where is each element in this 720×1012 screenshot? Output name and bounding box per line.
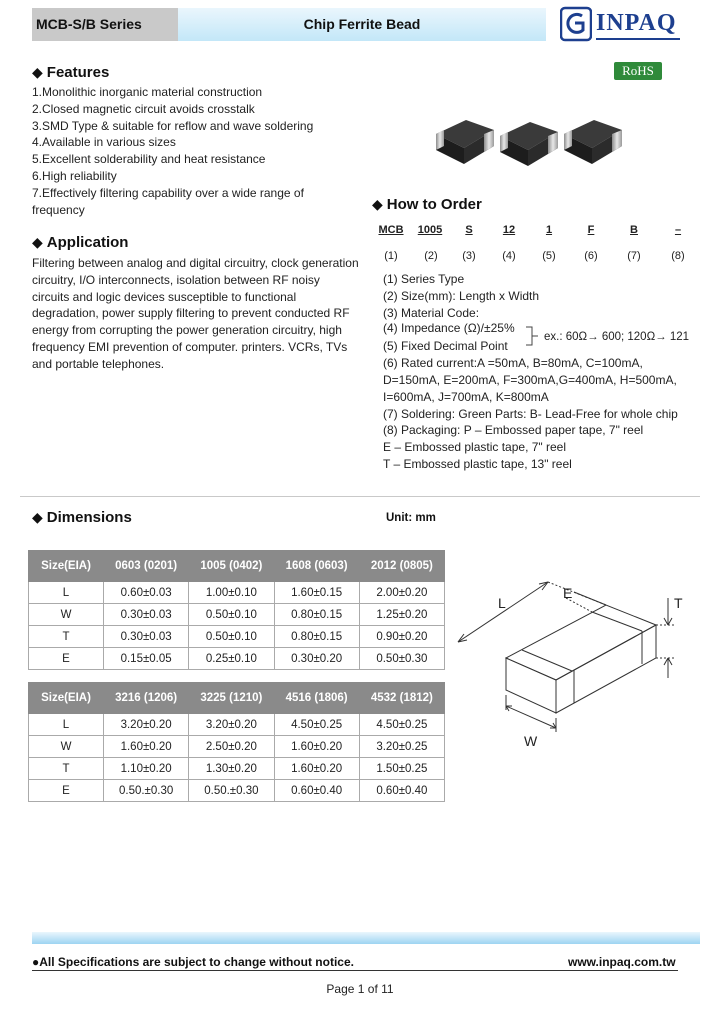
chip-front-face xyxy=(506,658,556,713)
table-header-row xyxy=(29,551,445,582)
dimensions-title: Dimensions xyxy=(46,509,132,526)
table-header: 2012 (0805) xyxy=(359,551,444,582)
table-cell: 2.00±0.20 xyxy=(359,582,444,604)
feature-item: frequency xyxy=(32,202,85,217)
diamond-bullet-icon: ◆ xyxy=(32,234,43,250)
order-item: (8) Packaging: P – Embossed paper tape, 7" reel xyxy=(383,423,644,437)
order-code-packaging: – xyxy=(674,224,682,236)
application-line: energy from corrupting the power generation circuitry, high xyxy=(32,323,342,338)
cap-line xyxy=(592,612,642,631)
table-cell: 1.00±0.10 xyxy=(189,582,274,604)
order-code-soldering: B xyxy=(630,224,638,236)
application-line: degradation, power supply filtering to prevent conducted RF xyxy=(32,306,350,321)
logo-underline xyxy=(596,38,680,40)
table-cell: 1.60±0.20 xyxy=(274,736,359,758)
order-index: (3) xyxy=(462,250,476,262)
order-item: (7) Soldering: Green Parts: B- Lead-Free for whole chip xyxy=(383,407,678,421)
diamond-bullet-icon: ◆ xyxy=(32,64,43,80)
table-cell: W xyxy=(29,604,104,626)
features-title: Features xyxy=(46,64,110,81)
table-cell: 1.50±0.25 xyxy=(359,758,444,780)
order-item: (6) Rated current:A =50mA, B=80mA, C=100mA, xyxy=(383,356,643,370)
length-label: L xyxy=(498,595,506,611)
order-code-current: F xyxy=(587,224,595,236)
chip-bead-2 xyxy=(500,122,558,166)
application-text xyxy=(32,255,368,373)
dimension-diagram xyxy=(456,570,696,760)
table-row xyxy=(29,736,445,758)
chip-bead-3 xyxy=(564,120,622,164)
table-row xyxy=(29,780,445,802)
table-cell: 0.60±0.40 xyxy=(359,780,444,802)
table-cell: 0.80±0.15 xyxy=(274,604,359,626)
table-cell: 0.30±0.03 xyxy=(104,626,189,648)
how-to-order-title: How to Order xyxy=(386,196,482,213)
order-index: (1) xyxy=(384,250,398,262)
feature-item: 2.Closed magnetic circuit avoids crosstalk xyxy=(32,101,255,116)
arrow-icon xyxy=(539,582,548,590)
table-cell: 0.30±0.20 xyxy=(274,648,359,670)
dimensions-table-small xyxy=(28,550,445,670)
table-row xyxy=(29,758,445,780)
t-label: T xyxy=(674,595,683,611)
page-number: Page 1 of 11 xyxy=(326,982,394,996)
order-code-size: 1005 xyxy=(417,224,443,236)
table-cell: 3.20±0.20 xyxy=(104,714,189,736)
order-code-decimal: 1 xyxy=(545,224,553,236)
application-heading xyxy=(32,234,128,251)
order-item: (3) Material Code: xyxy=(383,306,480,320)
order-index: (2) xyxy=(424,250,438,262)
table-cell: 1.60±0.20 xyxy=(104,736,189,758)
length-dimension-line xyxy=(458,582,548,642)
table-row xyxy=(29,604,445,626)
feature-item: 7.Effectively filtering capability over a wide range of xyxy=(32,185,304,200)
table-row xyxy=(29,582,445,604)
product-name: Chip Ferrite Bead xyxy=(303,16,421,32)
order-code-impedance: 12 xyxy=(502,224,516,236)
table-cell: 0.60±0.03 xyxy=(104,582,189,604)
table-row xyxy=(29,714,445,736)
chip-top-face xyxy=(506,605,656,680)
table-cell: 0.25±0.10 xyxy=(189,648,274,670)
table-cell: 1.30±0.20 xyxy=(189,758,274,780)
feature-item: 1.Monolithic inorganic material construction xyxy=(32,85,263,99)
order-index: (5) xyxy=(542,250,556,262)
table-header: Size(EIA) xyxy=(29,551,104,582)
features-list xyxy=(32,84,362,218)
order-index: (7) xyxy=(627,250,641,262)
table-cell: 1.60±0.20 xyxy=(274,758,359,780)
table-cell: 0.50±0.30 xyxy=(359,648,444,670)
table-header: 1608 (0603) xyxy=(274,551,359,582)
w-label: W xyxy=(524,733,538,749)
table-cell: 0.50±0.10 xyxy=(189,626,274,648)
feature-item: 6.High reliability xyxy=(32,168,117,183)
order-item: (1) Series Type xyxy=(383,272,465,286)
table-cell: 0.30±0.03 xyxy=(104,604,189,626)
table-cell: 0.50.±0.30 xyxy=(104,780,189,802)
arrow-icon xyxy=(458,634,467,642)
section-divider xyxy=(20,496,700,497)
e-label: E xyxy=(563,585,573,601)
table-row xyxy=(29,626,445,648)
order-item: (2) Size(mm): Length x Width xyxy=(383,289,540,303)
application-line: frequency EMI prevention of computer. printers. VCRs, TVs xyxy=(32,339,348,354)
table-header: 1005 (0402) xyxy=(189,551,274,582)
series-header-cell xyxy=(32,8,178,41)
table-cell: 0.80±0.15 xyxy=(274,626,359,648)
table-cell: 0.15±0.05 xyxy=(104,648,189,670)
table-cell: 0.50±0.10 xyxy=(189,604,274,626)
application-line: circuitry, I/O interconnects, isolation between RF noisy xyxy=(32,272,320,287)
order-code-series: MCB xyxy=(378,224,404,236)
order-index: (8) xyxy=(671,250,685,262)
table-cell: 3.20±0.20 xyxy=(189,714,274,736)
application-line: and portable telephones. xyxy=(32,356,165,371)
table-cell: 1.25±0.20 xyxy=(359,604,444,626)
product-header-cell xyxy=(178,8,546,41)
application-line: Filtering between analog and digital circuitry, clock generation xyxy=(32,256,359,270)
order-item: D=150mA, E=200mA, F=300mA,G=400mA, H=500mA, xyxy=(383,373,677,387)
dimensions-table-large xyxy=(28,682,445,802)
order-index: (6) xyxy=(584,250,598,262)
table-header: 4516 (1806) xyxy=(274,683,359,714)
table-header: 4532 (1812) xyxy=(359,683,444,714)
footer-notice: ●All Specifications are subject to change without notice. xyxy=(32,955,354,969)
footer-website-link[interactable]: www.inpaq.com.tw xyxy=(568,955,676,969)
dimensions-heading xyxy=(32,509,132,526)
table-header: 3216 (1206) xyxy=(104,683,189,714)
table-cell: W xyxy=(29,736,104,758)
feature-item: 4.Available in various sizes xyxy=(32,135,176,150)
e-dimension-line xyxy=(574,592,606,605)
diamond-bullet-icon: ◆ xyxy=(32,509,43,525)
inpaq-logo-icon xyxy=(560,6,592,42)
table-cell: E xyxy=(29,780,104,802)
table-cell: 3.20±0.25 xyxy=(359,736,444,758)
feature-item: 5.Excellent solderability and heat resistance xyxy=(32,152,266,167)
table-cell: 4.50±0.25 xyxy=(274,714,359,736)
feature-item: 3.SMD Type & suitable for reflow and wave soldering xyxy=(32,118,314,133)
table-cell: 2.50±0.20 xyxy=(189,736,274,758)
series-name: MCB-S/B Series xyxy=(36,16,142,32)
order-item: (4) Impedance (Ω)/±25% xyxy=(383,321,515,335)
table-cell: T xyxy=(29,626,104,648)
logo-wordmark: INPAQ xyxy=(596,10,677,36)
order-item: E – Embossed plastic tape, 7" reel xyxy=(383,440,567,454)
inpaq-logo xyxy=(560,6,680,42)
unit-label: Unit: mm xyxy=(386,512,436,524)
chip-bead-1 xyxy=(436,120,494,164)
table-header-row xyxy=(29,683,445,714)
order-number-row xyxy=(372,250,692,266)
application-line: circuits and logic devices susceptible to functional xyxy=(32,289,297,304)
rohs-badge: RoHS xyxy=(614,62,662,80)
table-cell: 0.90±0.20 xyxy=(359,626,444,648)
bracket-icon xyxy=(526,326,538,346)
order-item: I=600mA, J=700mA, K=800mA xyxy=(383,390,549,404)
order-code-row xyxy=(372,224,692,240)
footer-bar xyxy=(32,932,700,944)
application-title: Application xyxy=(46,234,129,251)
impedance-example: ex.: 60Ω→ 600; 120Ω→ 121 xyxy=(544,331,690,343)
footer-divider xyxy=(32,970,678,971)
table-cell: 1.60±0.15 xyxy=(274,582,359,604)
diamond-bullet-icon: ◆ xyxy=(372,196,383,212)
table-cell: 0.50.±0.30 xyxy=(189,780,274,802)
order-index: (4) xyxy=(502,250,516,262)
features-heading xyxy=(32,64,109,81)
table-cell: 1.10±0.20 xyxy=(104,758,189,780)
table-cell: L xyxy=(29,714,104,736)
table-cell: 0.60±0.40 xyxy=(274,780,359,802)
table-cell: 4.50±0.25 xyxy=(359,714,444,736)
chip-side-face xyxy=(556,625,656,713)
how-to-order-heading xyxy=(372,196,482,213)
chip-bead-photo xyxy=(430,108,630,172)
table-cell: L xyxy=(29,582,104,604)
table-row xyxy=(29,648,445,670)
order-item: (5) Fixed Decimal Point xyxy=(383,339,508,353)
order-item: T – Embossed plastic tape, 13" reel xyxy=(383,457,572,471)
table-header: Size(EIA) xyxy=(29,683,104,714)
table-cell: T xyxy=(29,758,104,780)
table-cell: E xyxy=(29,648,104,670)
table-header: 3225 (1210) xyxy=(189,683,274,714)
table-header: 0603 (0201) xyxy=(104,551,189,582)
order-code-material: S xyxy=(465,224,473,236)
